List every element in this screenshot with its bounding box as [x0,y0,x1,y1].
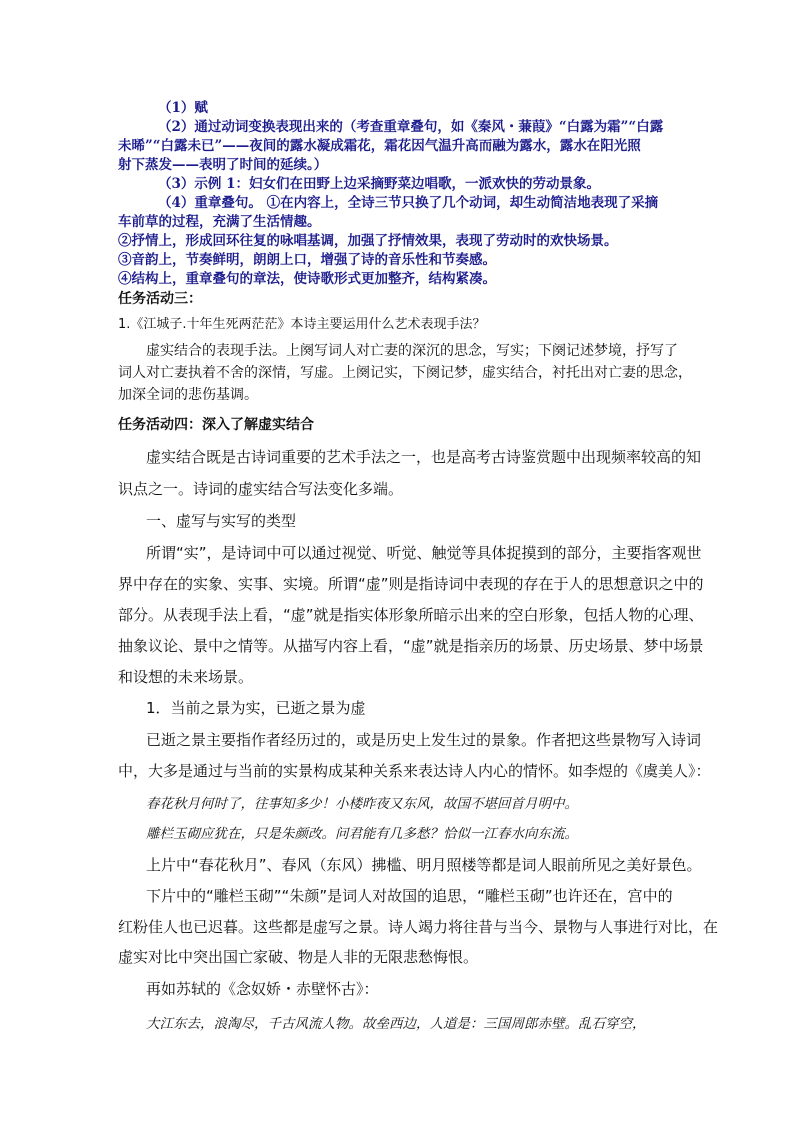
task3-question: 1.《江城子.十年生死两茫茫》本诗主要运用什么艺术表现手法？ [118,317,486,332]
answer-2-line-1: （2）通过动词变换表现出来的（考查重章叠句，如《秦风・蒹葭》“白露为霜”“白露 [158,119,664,135]
task4-para5-line-3: 虚实对比中突出国亡家破、物是人非的无限悲愁悔恨。 [118,948,479,966]
answer-3: （3）示例 1：妇女们在田野上边采摘野菜边唱歌，一派欢快的劳动景象。 [158,176,600,192]
task4-para1-line-2: 识点之一。诗词的虚实结合写法变化多端。 [118,480,404,498]
task4-para5-line-2: 红粉佳人也已迟暮。这些都是虚写之景。诗人竭力将往昔与当今、景物与人事进行对比，在 [118,918,719,936]
task4-para1-line-1: 虚实结合既是古诗词重要的艺术手法之一，也是高考古诗鉴赏题中出现频率较高的知 [146,448,702,466]
section-heading-1: 一、虚写与实写的类型 [146,512,297,530]
task3-answer-line-2: 词人对亡妻执着不舍的深情，写虚。上阕记实，下阕记梦，虚实结合，衬托出对亡妻的思念， [118,365,692,381]
task3-answer-line-1: 虚实结合的表现手法。上阕写词人对亡妻的深沉的思念，写实；下阕记述梦境，抒写了 [146,343,678,359]
task4-para4: 上片中“春花秋月”、春风（东风）拂槛、明月照楼等都是词人眼前所见之美好景色。 [146,856,702,874]
task3-heading: 任务活动三： [118,291,202,307]
poem-line-2: 雕栏玉砌应犹在，只是朱颜改。问君能有几多愁？恰似一江春水向东流。 [146,826,578,842]
answer-4-line-2: 车前草的过程，充满了生活情趣。 [118,214,321,230]
answer-4-line-5: ④结构上，重章叠句的章法，使诗歌形式更加整齐，结构紧凑。 [118,271,496,287]
answer-2-line-3: 射下蒸发——表明了时间的延续。） [118,157,328,173]
answer-1: （1）赋 [158,100,208,116]
task4-para2-line-3: 部分。从表现手法上看，“虚”就是指实体形象所暗示出来的空白形象，包括人物的心理、 [118,606,704,624]
task4-heading: 任务活动四：深入了解虚实结合 [118,417,314,433]
answer-2-line-2: 未晞”“白露未已”——夜间的露水凝成霜花，霜花因气温升高而融为露水，露水在阳光照 [118,138,641,154]
task4-para2-line-4: 抽象议论、景中之情等。从描写内容上看，“虚”就是指亲历的场景、历史场景、梦中场景 [118,637,704,655]
poem-line-1: 春花秋月何时了，往事知多少！小楼昨夜又东风，故国不堪回首月明中。 [146,796,578,812]
answer-4-line-1: （4）重章叠句。 ①在内容上，全诗三节只换了几个动词，却生动简洁地表现了采摘 [158,195,659,211]
task4-para3-line-2: 中，大多是通过与当前的实景构成某种关系来表达诗人内心的情怀。如李煜的《虞美人》： [118,762,711,780]
task4-para6: 再如苏轼的《念奴娇・赤壁怀古》： [146,980,379,998]
task4-para3-line-1: 已逝之景主要指作者经历过的，或是历史上发生过的景象。作者把这些景物写入诗词 [146,731,702,749]
task4-para2-line-5: 和设想的未来场景。 [118,668,254,686]
poem2-line-1: 大江东去，浪淘尽，千古风流人物。故垒西边，人道是：三国周郎赤壁。乱石穿空， [146,1016,646,1032]
task4-para5-line-1: 下片中的“雕栏玉砌”“朱颜”是词人对故国的追思，“雕栏玉砌”也许还在，宫中的 [146,887,673,905]
answer-4-line-3: ②抒情上，形成回环往复的咏唱基调，加强了抒情效果，表现了劳动时的欢快场景。 [118,233,618,249]
answer-4-line-4: ③音韵上，节奏鲜明，朗朗上口，增强了诗的音乐性和节奏感。 [118,252,496,268]
task4-para2-line-2: 界中存在的实象、实事、实境。所谓“虚”则是指诗词中表现的存在于人的思想意识之中的 [118,575,704,593]
task4-para2-line-1: 所谓“实”，是诗词中可以通过视觉、听觉、触觉等具体捉摸到的部分，主要指客观世 [146,544,702,562]
subsection-heading-1: 1．当前之景为实，已逝之景为虚 [146,699,366,717]
task3-answer-line-3: 加深全词的悲伤基调。 [118,387,258,403]
